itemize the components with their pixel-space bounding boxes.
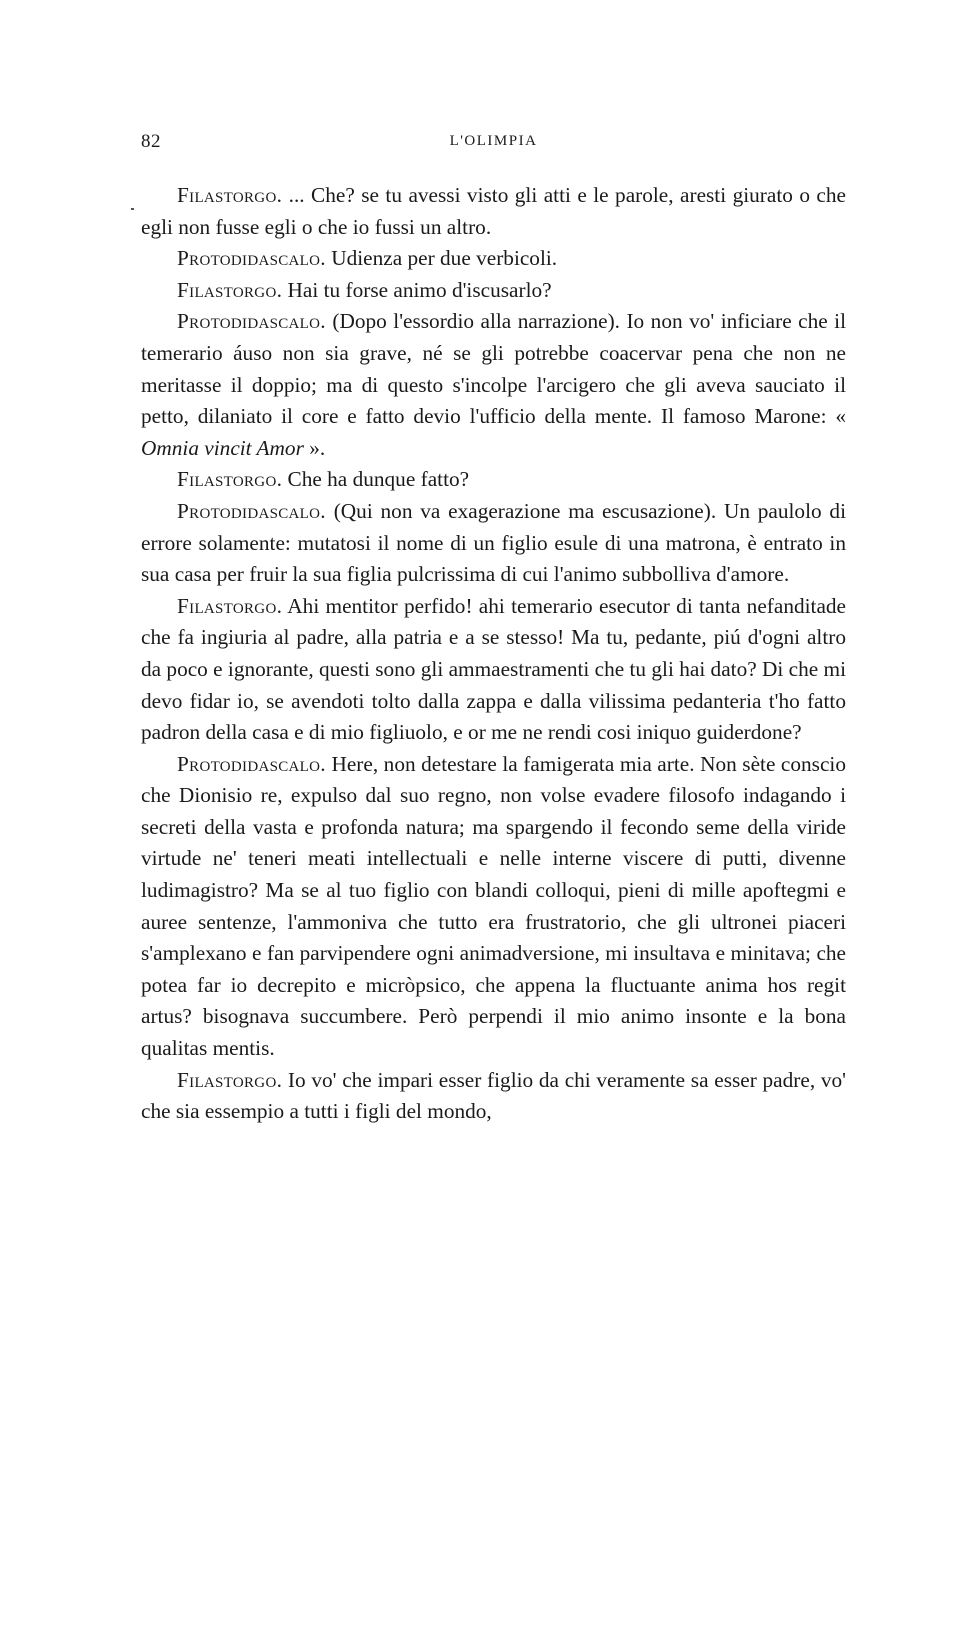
speech-text: (Qui non va exagerazione ma escusazione). Un paulolo di errore solamente: mutatosi il nome di un figlio esule di una matrona, è entrato in sua casa per fruir la sua figlia pulcrissima di cui l'animo subbolliva d'amore. — [141, 498, 846, 587]
dialogue-paragraph — [141, 243, 846, 275]
dialogue-paragraph — [141, 464, 846, 496]
speech-text: Ahi mentitor perfido! ahi temerario esecutor di tanta nefanditade che fa ingiuria al padre, alla patria e a se stesso! Ma tu, pedante, piú d'ogni altro da poco e ignorante, questi sono gli ammaestramenti che tu gli hai dato? Di che mi devo fidar io, se avendoti tolto dalla zappa e dalla vilissima pedanteria t'ho fatto padron della casa e di mio figliuolo, e or me ne rendi cosi iniquo guiderdone? — [141, 593, 846, 745]
speaker-name: Filastorgo. — [177, 467, 283, 492]
speech-text: Udienza per due verbicoli. — [325, 246, 558, 271]
speech-text: Io vo' che impari esser figlio da chi veramente sa esser padre, vo' che sia essempio a tutti i figli del mondo, — [141, 1067, 846, 1124]
speaker-name: Filastorgo. — [177, 593, 283, 618]
dialogue-paragraph — [141, 1065, 846, 1128]
dialogue-paragraph — [141, 180, 846, 243]
speaker-name: Protodidascalo. — [177, 498, 326, 523]
speaker-name: Filastorgo. — [177, 277, 283, 302]
dialogue-paragraph — [141, 306, 846, 464]
speech-text: (Dopo l'essordio alla narrazione). Io non vo' inficiare che il temerario áuso non sia grave, né se gli potrebbe coacervar pena che non ne meritasse il doppio; ma di questo s'incolpe l'arcigero che gli aveva sauciato il petto, dilaniato il core e fatto devio l'ufficio della mente. Il famoso Marone: « — [141, 309, 846, 429]
speech-text: Here, non detestare la famigerata mia arte. Non sète conscio che Dionisio re, expulso dal suo regno, non volse evadere filosofo indagando i secreti della vasta e profonda natura; ma spargendo il fecondo seme della viride virtude ne' teneri meati intellectuali e nelle interne viscere di putti, divenne ludimagistro? Ma se al tuo figlio con blandi colloqui, pieni di mille apoftegmi e auree sentenze, l'ammoniva che tutto era frustratorio, che gli ultronei piaceri s'amplexano e fan parvipendere ogni animadversione, mi insultava e minitava; che potea far io decrepito e micròpsico, che appena la fluctuante anima hos regit artus? bisognava succumbere. Però perpendi il mio animo insonte e la bona qualitas mentis. — [141, 751, 846, 1061]
dialogue-paragraph — [141, 496, 846, 591]
latin-quote: Omnia vincit Amor — [141, 435, 304, 460]
dialogue-paragraph — [141, 749, 846, 1065]
dialogue-paragraph — [141, 591, 846, 749]
speaker-name: Filastorgo. — [177, 183, 283, 207]
speaker-name: Filastorgo. — [177, 1067, 283, 1092]
speech-text-end: ». — [303, 435, 326, 460]
running-title: L'OLIMPIA — [449, 133, 538, 149]
speaker-name: Protodidascalo. — [177, 246, 326, 271]
speech-text: Che ha dunque fatto? — [282, 467, 470, 492]
speech-text: Hai tu forse animo d'iscusarlo? — [282, 277, 552, 302]
dialogue-text — [141, 180, 846, 1128]
speech-text: ... Che? se tu avessi visto gli atti e le parole, aresti giurato o che egli non fusse egli o che io fussi un altro. — [141, 183, 846, 239]
dialogue-paragraph — [141, 275, 846, 307]
scan-speck — [131, 208, 134, 210]
page-number: 82 — [141, 131, 161, 152]
speaker-name: Protodidascalo. — [177, 309, 326, 334]
speaker-name: Protodidascalo. — [177, 751, 326, 776]
running-head — [141, 131, 846, 155]
